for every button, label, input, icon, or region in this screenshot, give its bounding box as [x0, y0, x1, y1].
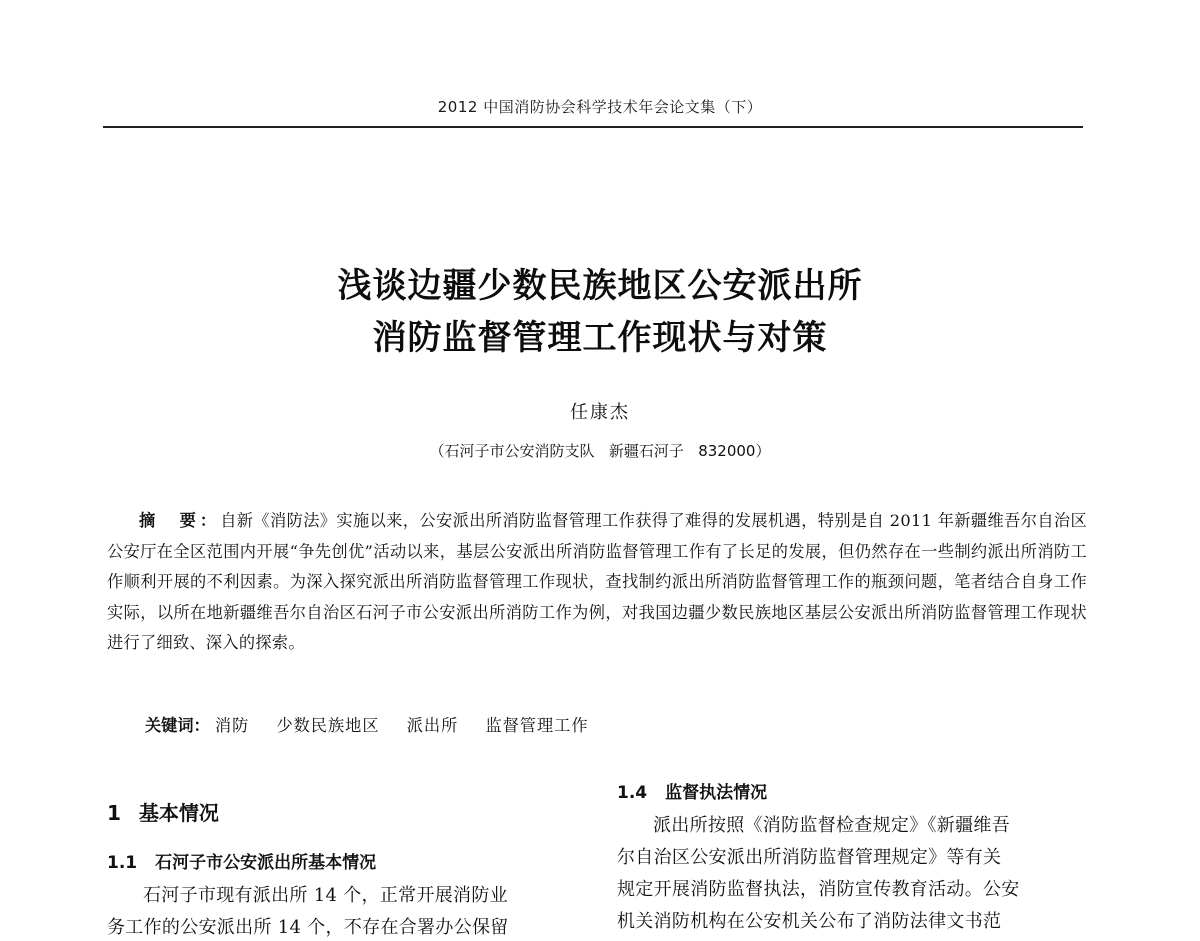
affiliation-postcode: 832000	[698, 442, 756, 460]
keyword-item: 消防	[214, 716, 250, 735]
section-number: 1	[107, 801, 121, 825]
subsection-title: 石河子市公安派出所基本情况	[155, 853, 377, 873]
left-column	[107, 796, 583, 941]
affiliation-org: 石河子市公安消防支队	[444, 442, 595, 460]
body-line: 尔自治区公安派出所消防监督管理规定》等有关	[617, 847, 1002, 868]
keywords-label: 关键词：	[145, 716, 210, 735]
body-line: 派出所按照《消防监督检查规定》《新疆维吾	[653, 815, 1010, 836]
body-line: 规定开展消防监督执法，消防宣传教育活动。公安	[617, 879, 1020, 900]
affiliation-open: （	[429, 442, 445, 460]
affiliation-place: 新疆石河子	[608, 442, 684, 460]
affiliation-close: ）	[755, 442, 771, 460]
subsection-title: 监督执法情况	[665, 783, 768, 803]
body-line: 石河子市现有派出所 14 个，正常开展消防业	[143, 885, 508, 906]
section-title: 基本情况	[138, 801, 219, 825]
abstract-label: 摘 要：	[139, 511, 221, 530]
affiliation	[0, 440, 1200, 461]
keyword-item: 少数民族地区	[276, 716, 380, 735]
keyword-item: 派出所	[406, 716, 459, 735]
subsection-number: 1.4	[617, 783, 648, 803]
keyword-item: 监督管理工作	[485, 716, 589, 735]
keywords	[145, 712, 611, 736]
header-rule	[103, 126, 1083, 128]
subsection-number: 1.1	[107, 853, 138, 873]
author-name: 任康杰	[570, 402, 630, 423]
abstract	[107, 506, 1087, 659]
paper-title-line-1: 浅谈边疆少数民族地区公安派出所	[337, 266, 863, 306]
subsection-heading	[107, 846, 583, 880]
paper-title-line-2: 消防监督管理工作现状与对策	[372, 318, 828, 358]
section-heading	[107, 796, 583, 836]
running-header: 2012 中国消防协会科学技术年会论文集（下）	[437, 98, 763, 116]
subsection-heading	[617, 776, 1093, 810]
body-line: 务工作的公安派出所 14 个，不存在合署办公保留	[107, 917, 509, 938]
body-line: 机关消防机构在公安机关公布了消防法律文书范	[617, 911, 1002, 932]
abstract-text: 自新《消防法》实施以来，公安派出所消防监督管理工作获得了难得的发展机遇，特别是自 2011 年新疆维吾尔自治区公安厅在全区范围内开展“争先创优”活动以来，基层公安派出所消防监督管理工作有了长足的发展，但仍然存在一些制约派出所消防工作顺利开展的不利因素。为深入探究派出所消防监督管理工作现状，查找制约派出所消防监督管理工作的瓶颈问题，笔者结合自身工作实际，以所在地新疆维吾尔自治区石河子市公安派出所消防工作为例，对我国边疆少数民族地区基层公安派出所消防监督管理工作现状进行了细致、深入的探索。	[107, 511, 1088, 653]
right-column	[617, 776, 1093, 938]
